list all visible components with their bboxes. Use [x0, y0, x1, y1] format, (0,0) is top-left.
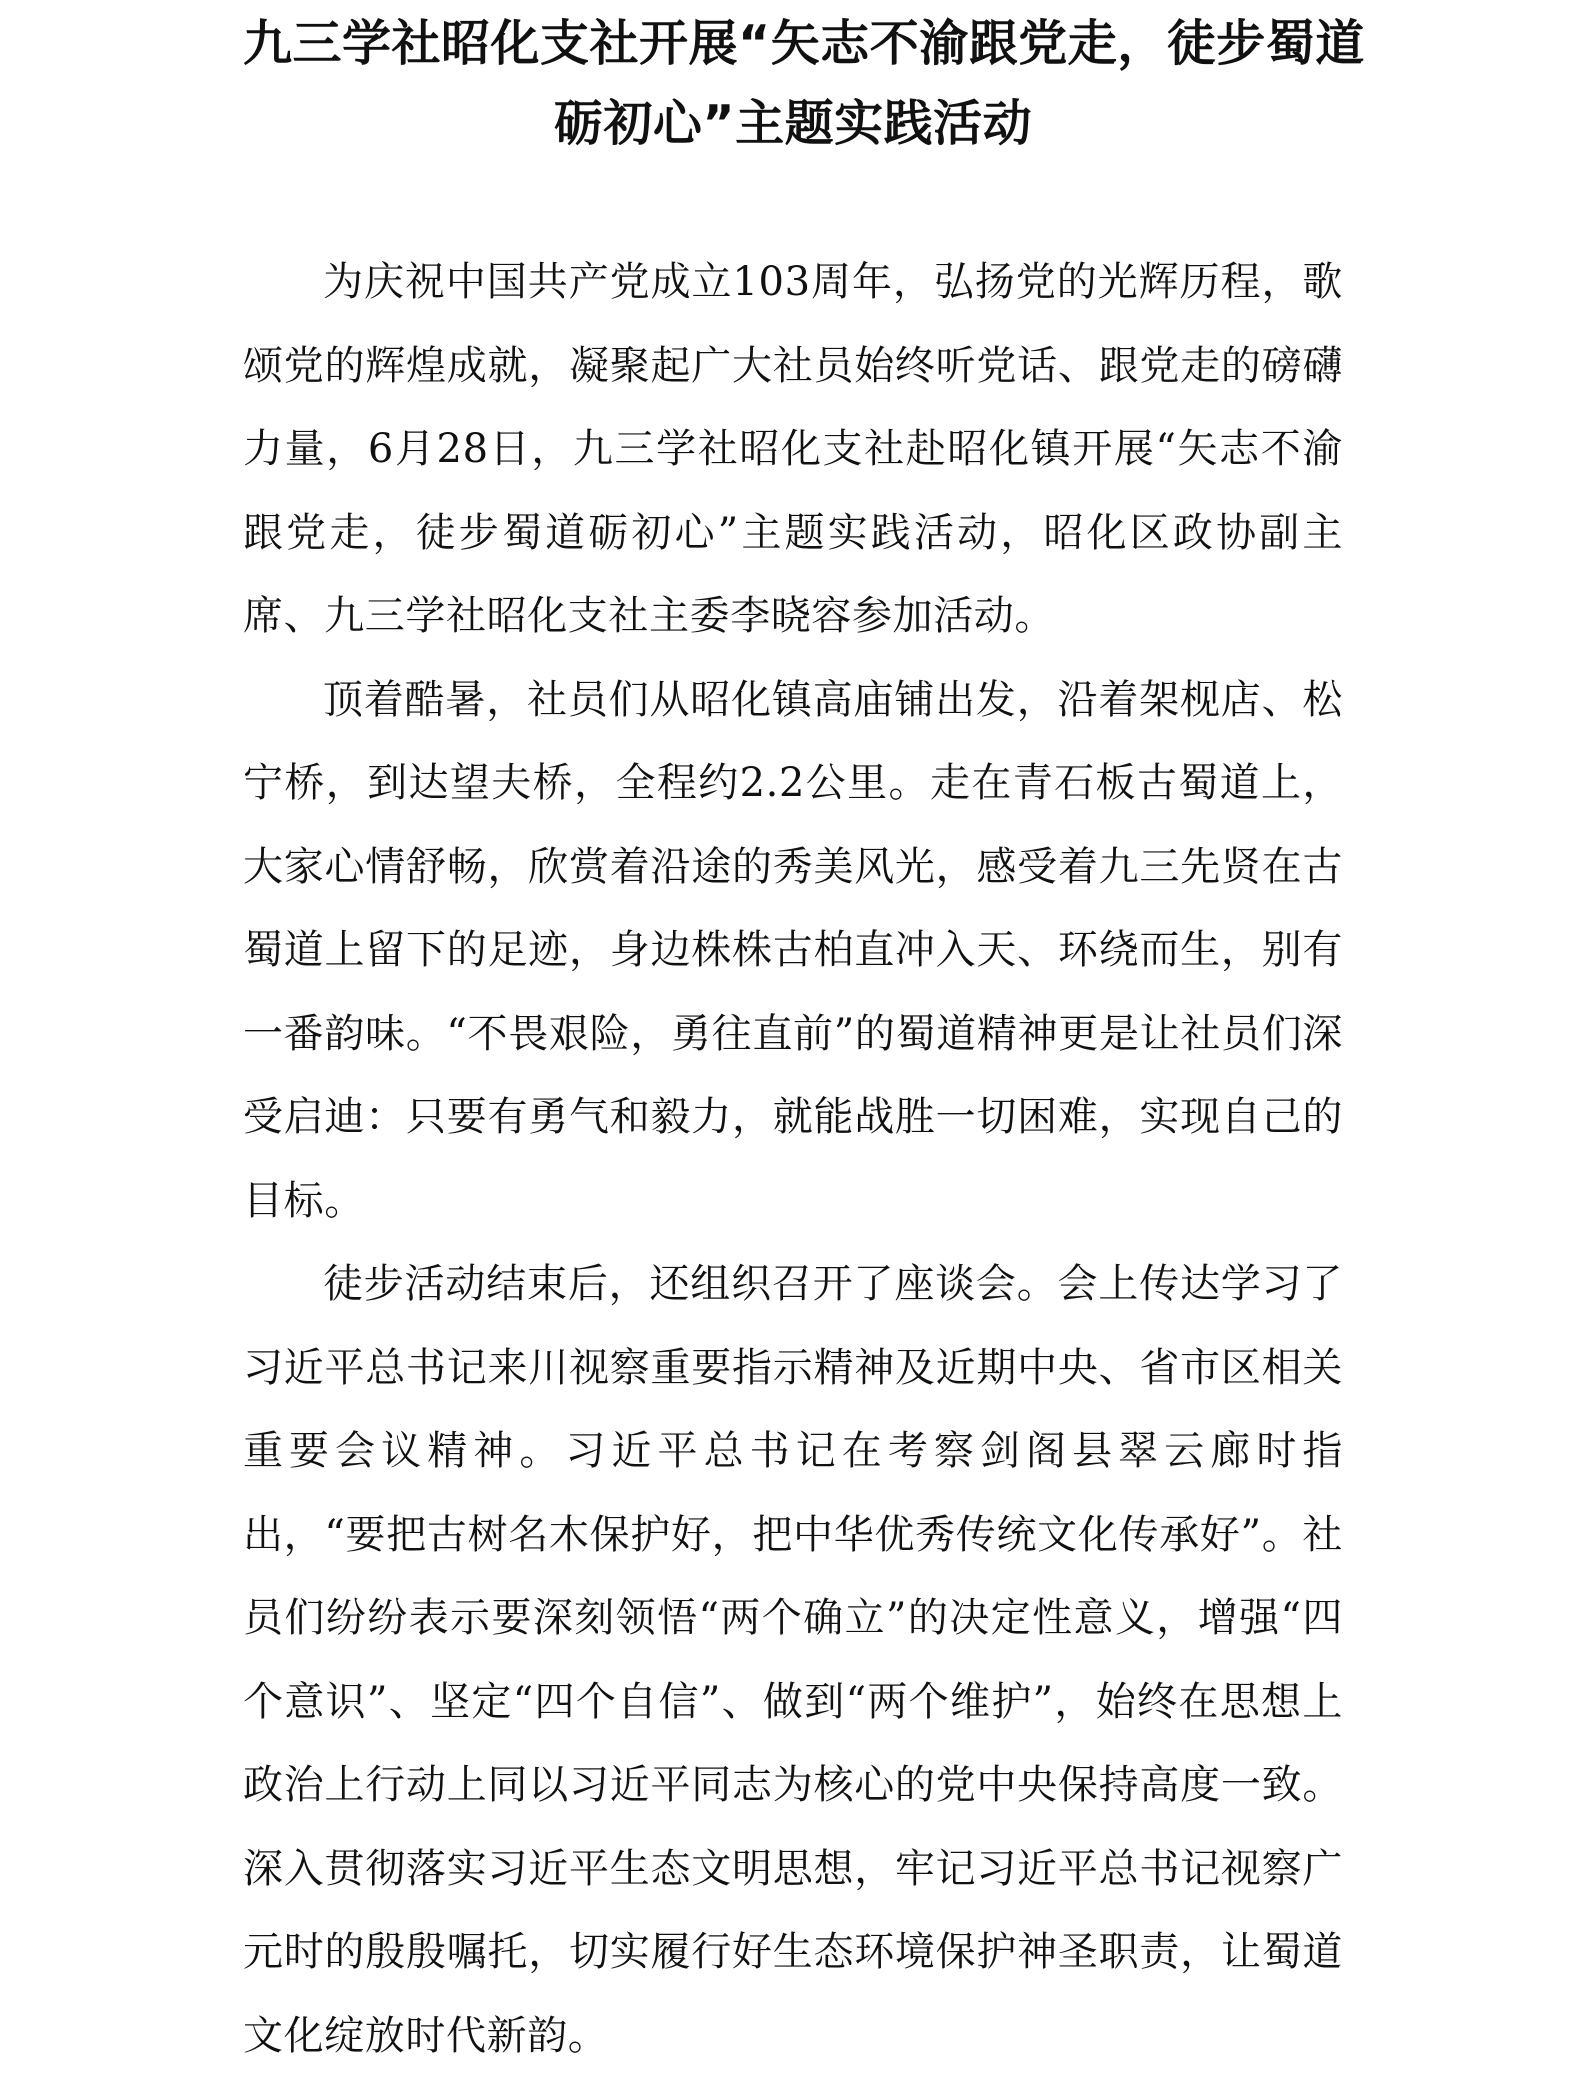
document-page — [243, 0, 1365, 2078]
paragraph-1: 为庆祝中国共产党成立103周年，弘扬党的光辉历程，歌颂党的辉煌成就，凝聚起广大社员始终听党话、跟党走的磅礴力量，6月28日，九三学社昭化支社赴昭化镇开展“矢志不渝跟党走，徒步蜀道砺初心”主题实践活动，昭化区政协副主席、九三学社昭化支社主委李晓容参加活动。 — [243, 259, 1343, 639]
title-line-1: 九三学社昭化支社开展“矢志不渝跟党走，徒步蜀道 — [243, 15, 1365, 72]
paragraph-2: 顶着酷暑，社员们从昭化镇高庙铺出发，沿着架枧店、松宁桥，到达望夫桥，全程约2.2公里。走在青石板古蜀道上，大家心情舒畅，欣赏着沿途的秀美风光，感受着九三先贤在古蜀道上留下的足迹，身边株株古柏直冲入天、环绕而生，别有一番韵味。“不畏艰险，勇往直前”的蜀道精神更是让社员们深受启迪：只要有勇气和毅力，就能战胜一切困难，实现自己的目标。 — [243, 676, 1343, 1224]
title-line-2: 砺初心”主题实践活动 — [553, 95, 1033, 152]
article-body — [243, 241, 1343, 2078]
paragraph-3: 徒步活动结束后，还组织召开了座谈会。会上传达学习了习近平总书记来川视察重要指示精神及近期中央、省市区相关重要会议精神。习近平总书记在考察剑阁县翠云廊时指出，“要把古树名木保护好，把中华优秀传统文化传承好”。社员们纷纷表示要深刻领悟“两个确立”的决定性意义，增强“四个意识”、坚定“四个自信”、做到“两个维护”，始终在思想上政治上行动上同以习近平同志为核心的党中央保持高度一致。深入贯彻落实习近平生态文明思想，牢记习近平总书记视察广元时的殷殷嘱托，切实履行好生态环境保护神圣职责，让蜀道文化绽放时代新韵。 — [243, 1261, 1343, 2059]
article-title — [243, 0, 1365, 164]
